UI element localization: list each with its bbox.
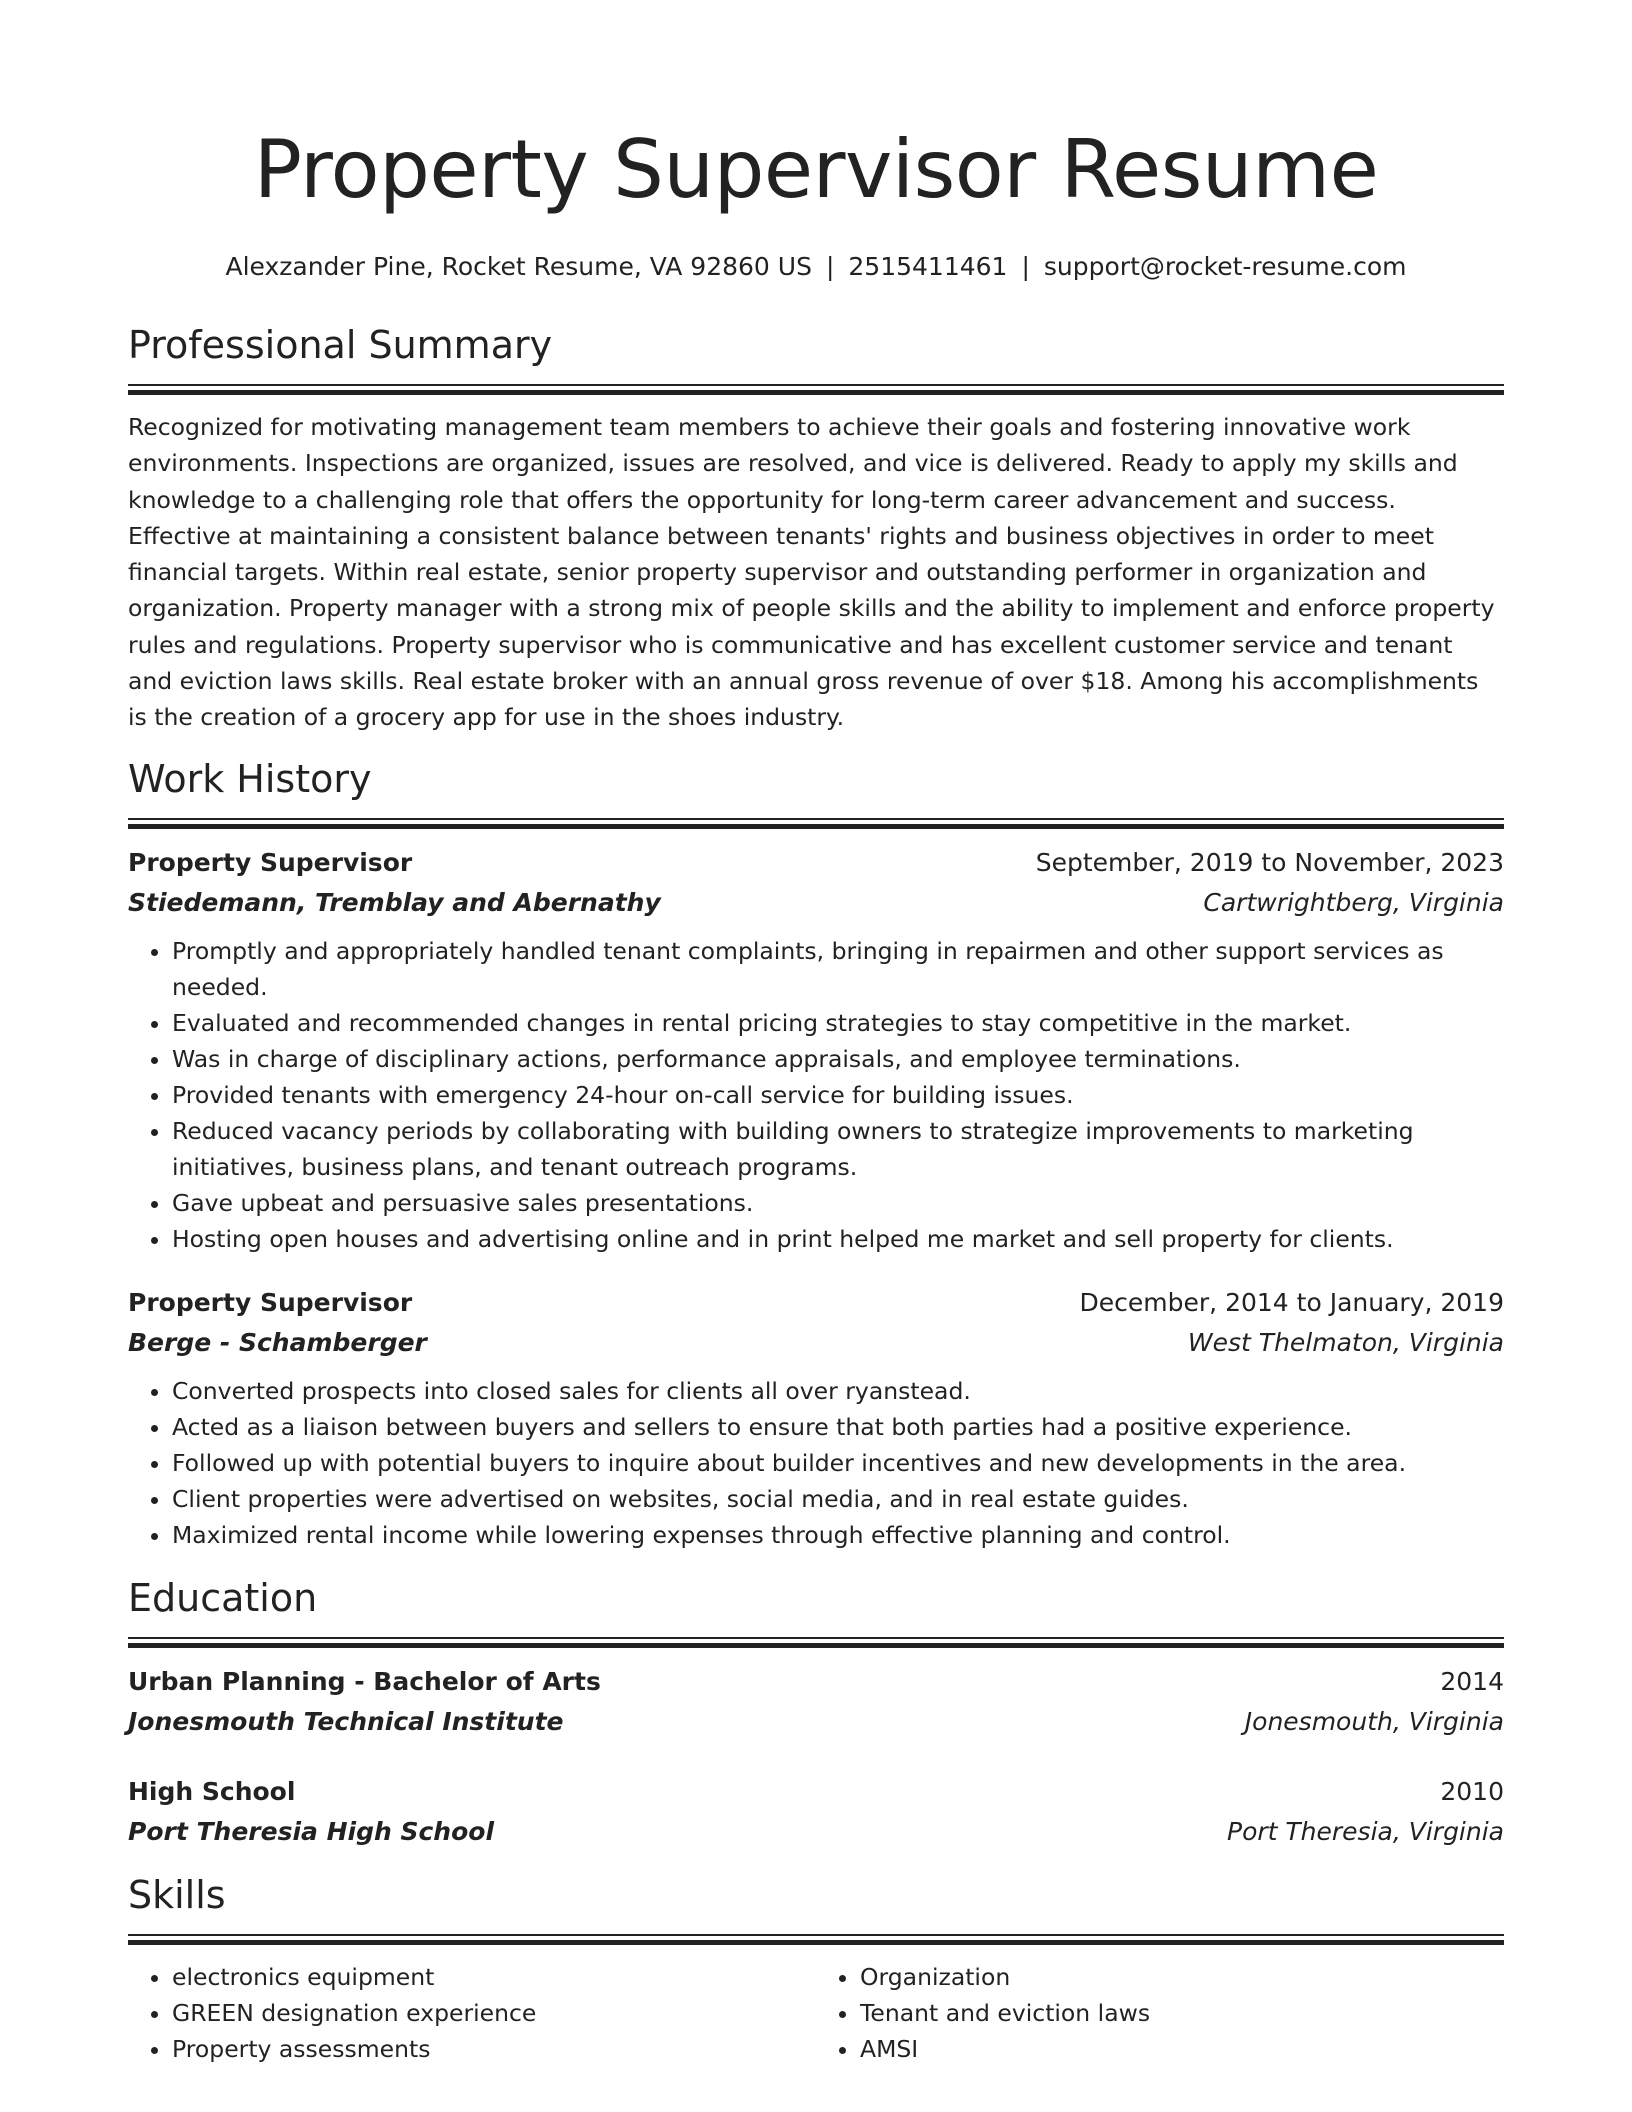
education-header-row xyxy=(128,1662,1504,1702)
education-school-row xyxy=(128,1812,1504,1852)
job-company-row xyxy=(128,883,1504,923)
section-heading: Education xyxy=(128,1575,318,1620)
list-item: • Promptly and appropriately handled tenant complaints, bringing in repairmen and other support services as needed. xyxy=(172,933,1504,1005)
education-school-row xyxy=(128,1702,1504,1742)
education-school: Port Theresia High School xyxy=(128,1816,495,1846)
skill-item: • Tenant and eviction laws xyxy=(860,1995,1504,2031)
list-item: • Evaluated and recommended changes in rental pricing strategies to stay competitive in the market. xyxy=(172,1005,1504,1041)
skill-item: • Organization xyxy=(860,1959,1504,1995)
education-section xyxy=(128,1573,1504,1852)
job-duties-list xyxy=(128,1373,1504,1553)
contact-separator: | xyxy=(1021,252,1030,281)
list-item: • Was in charge of disciplinary actions, performance appraisals, and employee terminations. xyxy=(172,1041,1504,1077)
contact-phone: 2515411461 xyxy=(848,252,1008,281)
job-title: Property Supervisor xyxy=(128,1287,413,1317)
list-item: • Reduced vacancy periods by collaborating with building owners to strategize improvements to marketing initiatives, business plans, and tenant outreach programs. xyxy=(172,1113,1504,1185)
job-dates: September, 2019 to November, 2023 xyxy=(1035,847,1504,877)
list-item: • Provided tenants with emergency 24-hour on-call service for building issues. xyxy=(172,1077,1504,1113)
skill-item: • GREEN designation experience xyxy=(172,1995,816,2031)
education-year: 2010 xyxy=(1440,1776,1504,1806)
job-entry xyxy=(128,843,1504,1257)
job-company: Berge - Schamberger xyxy=(128,1327,427,1357)
section-divider xyxy=(128,818,1504,829)
education-degree: Urban Planning - Bachelor of Arts xyxy=(128,1666,601,1696)
skill-item: • AMSI xyxy=(860,2031,1504,2067)
list-item: • Followed up with potential buyers to inquire about builder incentives and new developments in the area. xyxy=(172,1445,1504,1481)
job-location: Cartwrightberg, Virginia xyxy=(1203,887,1504,917)
contact-line xyxy=(128,250,1504,284)
list-item: • Hosting open houses and advertising online and in print helped me market and sell property for clients. xyxy=(172,1221,1504,1257)
section-divider xyxy=(128,1934,1504,1945)
job-company-row xyxy=(128,1323,1504,1363)
job-header-row xyxy=(128,843,1504,883)
section-divider xyxy=(128,384,1504,395)
section-divider xyxy=(128,1637,1504,1648)
contact-address: Alexzander Pine, Rocket Resume, VA 92860 US xyxy=(225,252,812,281)
skill-item: • electronics equipment xyxy=(172,1959,816,1995)
education-header-row xyxy=(128,1772,1504,1812)
education-year: 2014 xyxy=(1440,1666,1504,1696)
education-entry xyxy=(128,1662,1504,1742)
list-item: • Gave upbeat and persuasive sales presentations. xyxy=(172,1185,1504,1221)
summary-section xyxy=(128,320,1504,736)
work-history-section xyxy=(128,754,1504,1553)
list-item: • Maximized rental income while lowering expenses through effective planning and control. xyxy=(172,1517,1504,1553)
education-location: Port Theresia, Virginia xyxy=(1227,1816,1504,1846)
job-company: Stiedemann, Tremblay and Abernathy xyxy=(128,887,661,917)
resume-title: Property Supervisor Resume xyxy=(253,123,1379,216)
section-heading: Professional Summary xyxy=(128,323,553,367)
contact-email: support@rocket-resume.com xyxy=(1043,252,1407,281)
skills-section xyxy=(128,1870,1504,2067)
job-duties-list xyxy=(128,933,1504,1257)
skills-list-right xyxy=(816,1959,1504,2067)
job-title: Property Supervisor xyxy=(128,847,413,877)
job-entry xyxy=(128,1283,1504,1553)
summary-text: Recognized for motivating management team members to achieve their goals and fostering innovative work environments. Inspections are organized, issues are resolved, and vice is delivered. Ready to apply my skills and knowledge to a challenging role that offers the opportunity for long-term career advancement and success. Effective at maintaining a consistent balance between tenants' rights and business objectives in order to meet financial targets. Within real estate, senior property supervisor and outstanding performer in organization and organization. Property manager with a strong mix of people skills and the ability to implement and enforce property rules and regulations. Property supervisor who is communicative and has excellent customer service and tenant and eviction laws skills. Real estate broker with an annual gross revenue of over $18. Among his accomplishments is the creation of a grocery app for use in the shoes industry. xyxy=(128,413,1495,732)
job-dates: December, 2014 to January, 2019 xyxy=(1079,1287,1504,1317)
job-location: West Thelmaton, Virginia xyxy=(1187,1327,1504,1357)
education-location: Jonesmouth, Virginia xyxy=(1244,1706,1504,1736)
job-header-row xyxy=(128,1283,1504,1323)
section-heading: Work History xyxy=(128,756,372,801)
skills-list-left xyxy=(128,1959,816,2067)
education-degree: High School xyxy=(128,1776,296,1806)
education-entry xyxy=(128,1772,1504,1852)
list-item: • Client properties were advertised on websites, social media, and in real estate guides. xyxy=(172,1481,1504,1517)
list-item: • Acted as a liaison between buyers and sellers to ensure that both parties had a positive experience. xyxy=(172,1409,1504,1445)
list-item: • Converted prospects into closed sales for clients all over ryanstead. xyxy=(172,1373,1504,1409)
section-heading: Skills xyxy=(128,1872,226,1917)
contact-separator: | xyxy=(825,252,835,281)
education-school: Jonesmouth Technical Institute xyxy=(128,1706,564,1736)
skill-item: • Property assessments xyxy=(172,2031,816,2067)
skills-columns xyxy=(128,1959,1504,2067)
